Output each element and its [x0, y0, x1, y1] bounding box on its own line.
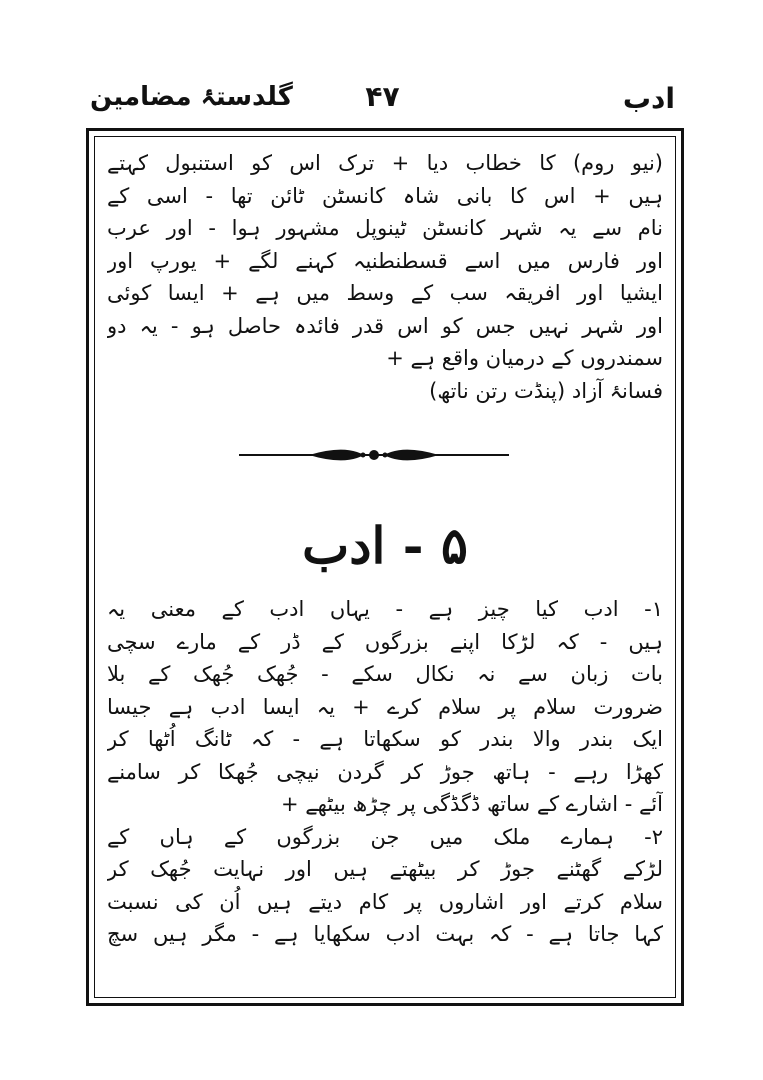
text-line: ہیں - کہ لڑکا اپنے بزرگوں کے ڈر کے مارے سچی	[107, 629, 663, 654]
page-number: ۴۷	[365, 80, 400, 113]
text-line: اور شہر نہیں جس کو اس قدر فائدہ حاصل ہو - یہ دو	[107, 313, 663, 338]
passage-two	[107, 593, 663, 951]
text-line: ۲- ہمارے ملک میں جن بزرگوں کے ہاں کے	[107, 824, 663, 849]
text-line: کھڑا رہے - ہاتھ جوڑ کر گردن نیچی جُھکا کر سامنے	[107, 759, 663, 784]
text-line: سلام کرتے اور اشاروں پر کام دیتے ہیں اُن کی نسبت	[107, 889, 663, 914]
page-border	[86, 128, 684, 1006]
text-line: ضرورت سلام پر سلام کرے + یہ ایسا ادب ہے جیسا	[107, 694, 663, 719]
text-line: بات زبان سے نہ نکال سکے - جُھک جُھک کے بلا	[107, 662, 663, 686]
text-line: سمندروں کے درمیان واقع ہے +	[386, 346, 663, 370]
text-line: ایک بندر والا بندر کو سکھاتا ہے - کہ ٹانگ اُٹھا کر	[107, 727, 663, 751]
text-line: کہا جاتا ہے - کہ بہت ادب سکھایا ہے - مگر ہیں سچ	[107, 922, 663, 946]
running-section-title: ادب	[622, 82, 675, 115]
text-line: نام سے یہ شہر کانسٹن ٹینوپل مشہور ہوا - اور عرب	[107, 216, 663, 240]
passage-one	[107, 147, 663, 407]
text-line: ایشیا اور افریقہ سب کے وسط میں ہے + ایسا کوئی	[107, 281, 663, 305]
text-line: ہیں + اس کا بانی شاہ کانسٹن ٹائن تھا - اسی کے	[107, 183, 663, 208]
text-line: آئے - اشارے کے ساتھ ڈگڈگی پر چڑھ بیٹھے +	[281, 792, 663, 816]
ornament-divider	[239, 443, 509, 467]
text-line: لڑکے گھٹنے جوڑ کر بیٹھتے ہیں اور نہایت جُھک کر	[107, 857, 663, 881]
text-line: ۱- ادب کیا چیز ہے - یہاں ادب کے معنی یہ	[107, 597, 663, 621]
chapter-heading: ۵ - ادب	[302, 516, 468, 575]
page-header	[90, 82, 675, 122]
text-line: (نیو روم) کا خطاب دیا + ترک اس کو استنبول کہتے	[107, 151, 663, 175]
citation: فسانۂ آزاد (پنڈت رتن ناتھ)	[429, 378, 663, 403]
running-book-title: گلدستۂ مضامین	[90, 82, 293, 112]
text-line: اور فارس میں اسے قسطنطنیہ کہنے لگے + یورپ اور	[107, 248, 663, 273]
